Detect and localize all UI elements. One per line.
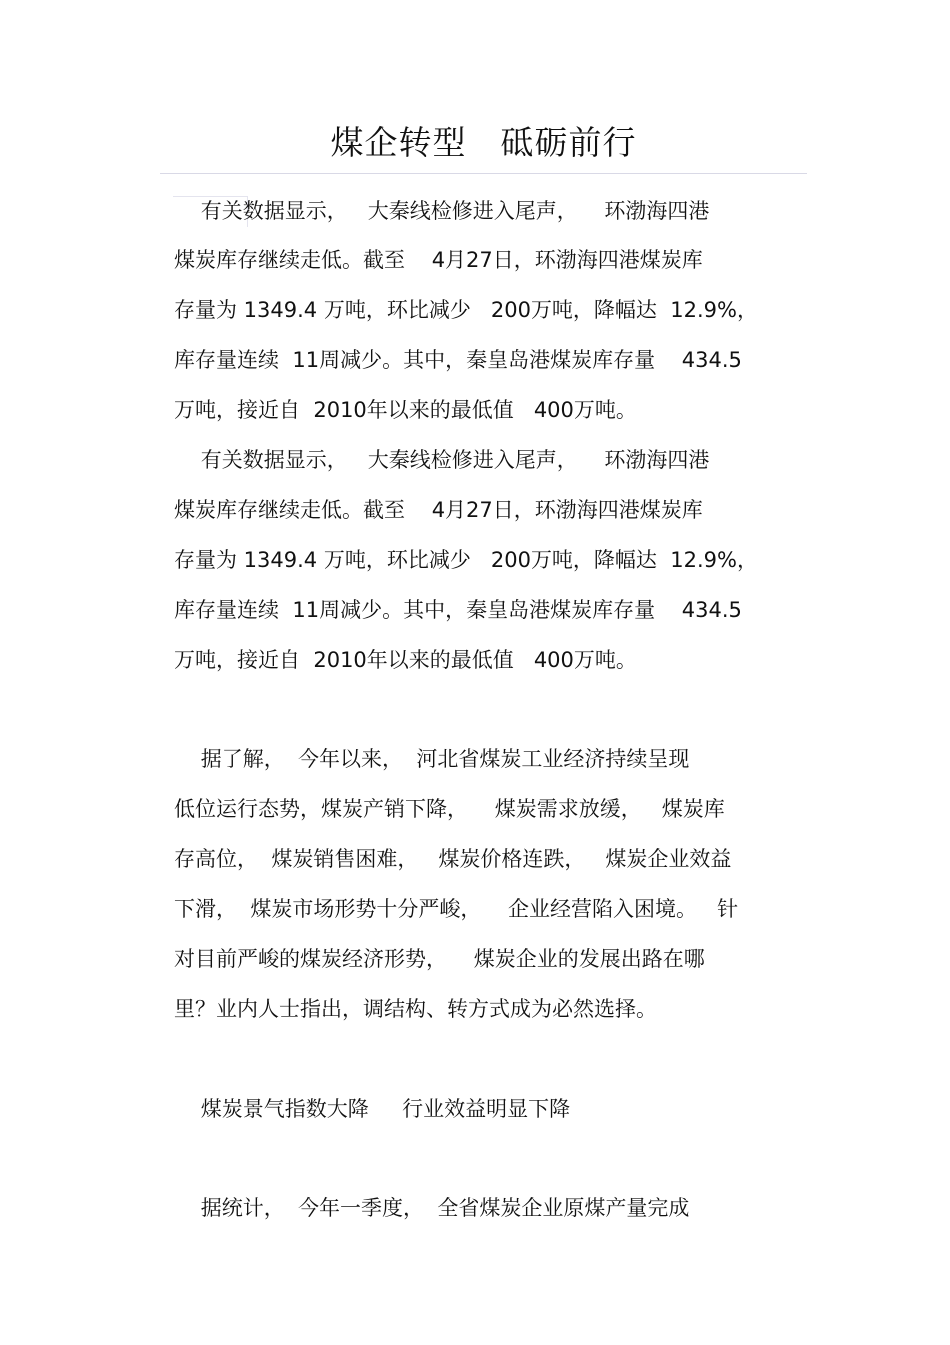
paragraph-line: 下滑， 煤炭市场形势十分严峻， 企业经营陷入困境。 针 [174, 897, 739, 921]
paragraph-line: 万吨，接近自 2010年以来的最低值 400万吨。 [174, 398, 637, 422]
paragraph-line: 存高位， 煤炭销售困难， 煤炭价格连跌， 煤炭企业效益 [174, 847, 732, 871]
section-heading: 煤炭景气指数大降 行业效益明显下降 [174, 1097, 571, 1121]
paragraph-line: 低位运行态势，煤炭产销下降， 煤炭需求放缓， 煤炭库 [174, 797, 725, 821]
paragraph-line: 对目前严峻的煤炭经济形势， 煤炭企业的发展出路在哪 [174, 947, 705, 971]
document-title: 煤企转型 砥砺前行 [330, 123, 637, 162]
paragraph-line: 库存量连续 11周减少。其中，秦皇岛港煤炭库存量 434.5 [174, 348, 742, 372]
paragraph-line: 有关数据显示， 大秦线检修进入尾声， 环渤海四港 [174, 448, 710, 472]
paragraph-line: 库存量连续 11周减少。其中，秦皇岛港煤炭库存量 434.5 [174, 598, 742, 622]
paragraph-line: 煤炭库存继续走低。截至 4月27日，环渤海四港煤炭库 [174, 248, 703, 272]
title-divider [160, 173, 807, 174]
paragraph-line: 里？业内人士指出，调结构、转方式成为必然选择。 [174, 997, 657, 1021]
paragraph-line: 万吨，接近自 2010年以来的最低值 400万吨。 [174, 648, 637, 672]
paragraph-line: 据了解， 今年以来， 河北省煤炭工业经济持续呈现 [174, 747, 690, 771]
paragraph-line: 有关数据显示， 大秦线检修进入尾声， 环渤海四港 [174, 199, 710, 223]
paragraph-line: 据统计， 今年一季度， 全省煤炭企业原煤产量完成 [174, 1196, 690, 1220]
paragraph-line: 煤炭库存继续走低。截至 4月27日，环渤海四港煤炭库 [174, 498, 703, 522]
paragraph-line: 存量为 1349.4 万吨，环比减少 200万吨，降幅达 12.9%， [174, 548, 758, 572]
paragraph-line: 存量为 1349.4 万吨，环比减少 200万吨，降幅达 12.9%， [174, 298, 758, 322]
